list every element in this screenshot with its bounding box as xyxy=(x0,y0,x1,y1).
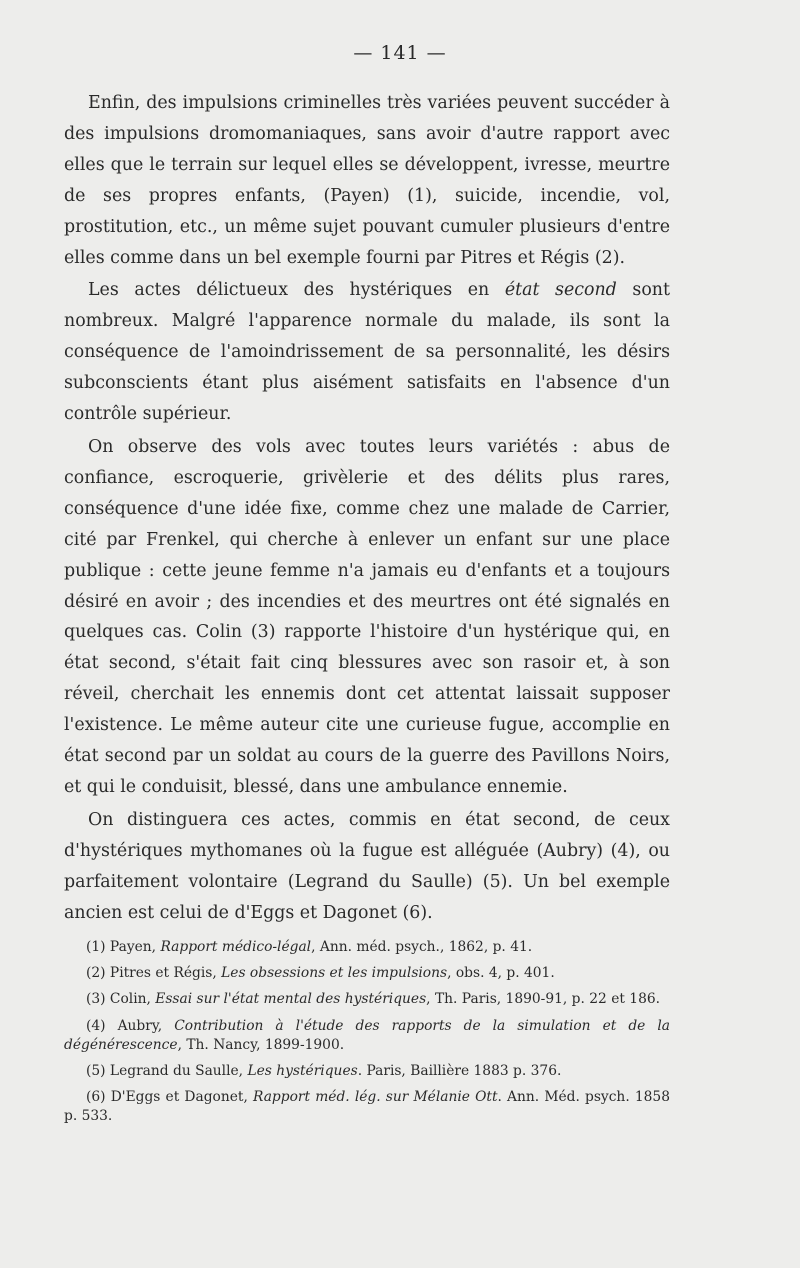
footnote-text: (4) Aubry, xyxy=(86,1017,175,1034)
footnote-text: (5) Legrand du Saulle, xyxy=(86,1063,248,1080)
footnote-title: Rapport médico-légal xyxy=(160,939,312,955)
paragraph-text: Les actes délictueux des hystériques en xyxy=(88,280,505,301)
footnote-text: , Ann. méd. psych., 1862, p. 41. xyxy=(311,939,533,955)
footnote-text: . Ann. Méd. psych. 1858 p. 533. xyxy=(64,1089,670,1125)
footnote xyxy=(64,1062,670,1081)
footnote-text: , Th. Paris, 1890-91, p. 22 et 186. xyxy=(426,991,661,1008)
footnote-text: (1) Payen, xyxy=(86,939,161,955)
footnote-title: Contribution à l'étude des rapports de la simulation et de la dégénérescence xyxy=(64,1017,670,1053)
footnote-title: Essai sur l'état mental des hystériques xyxy=(155,991,427,1008)
footnote-title: Les hystériques xyxy=(247,1063,358,1080)
footnotes xyxy=(64,938,670,1134)
footnote-text: , obs. 4, p. 401. xyxy=(447,965,555,982)
footnote-title: Les obsessions et les impulsions xyxy=(221,965,448,982)
paragraph xyxy=(64,275,670,430)
footnote-text: (2) Pitres et Régis, xyxy=(86,965,222,982)
paragraph-text-italic: état second xyxy=(504,280,617,301)
paragraph-text: Enfin, des impulsions criminelles très variées peuvent succéder à des impulsions dromomaniaques, sans avoir d'autre rapport avec elles que le terrain sur lequel elles se développent, ivresse, meurtre de ses propres enfants, (Payen) (1), suicide, incendie, vol, prostitution, etc., un même sujet pouvant cumuler plusieurs d'entre elles comme dans un bel exemple fourni par Pitres et Régis (2). xyxy=(64,93,670,268)
footnote xyxy=(64,1088,670,1126)
page-number: — 141 — xyxy=(353,42,447,64)
footnote xyxy=(64,1017,670,1055)
paragraph-text: sont nombreux. Malgré l'apparence normale du malade, ils sont la conséquence de l'amoindrissement de sa personnalité, les désirs subconscients étant plus aisément satisfaits en l'absence d'un contrôle supérieur. xyxy=(64,280,670,425)
paragraph xyxy=(64,432,670,803)
footnote-text: . Paris, Baillière 1883 p. 376. xyxy=(357,1063,562,1080)
footnote-title: Rapport méd. lég. sur Mélanie Ott xyxy=(253,1089,498,1106)
footnote-text: (3) Colin, xyxy=(86,991,156,1008)
body-text xyxy=(64,88,670,930)
paragraph-text: On distinguera ces actes, commis en état second, de ceux d'hystériques mythomanes où la fugue est alléguée (Aubry) (4), ou parfaitement volontaire (Legrand du Saulle) (5). Un bel exemple ancien est celui de d'Eggs et Dagonet (6). xyxy=(64,809,670,923)
footnote-text: (6) D'Eggs et Dagonet, xyxy=(86,1089,253,1106)
paragraph xyxy=(64,88,670,273)
footnote xyxy=(64,938,670,957)
footnote xyxy=(64,964,670,983)
footnote xyxy=(64,990,670,1009)
footnote-text: , Th. Nancy, 1899-1900. xyxy=(177,1036,345,1053)
paragraph-text: On observe des vols avec toutes leurs variétés : abus de confiance, escroquerie, grivèlerie et des délits plus rares, conséquence d'une idée fixe, comme chez une malade de Carrier, cité par Frenkel, qui cherche à enlever un enfant sur une place publique : cette jeune femme n'a jamais eu d'enfants et a toujours désiré en avoir ; des incendies et des meurtres ont été signalés en quelques cas. Colin (3) rapporte l'histoire d'un hystérique qui, en état second, s'était fait cinq blessures avec son rasoir et, à son réveil, cherchait les ennemis dont cet attentat laissait supposer l'existence. Le même auteur cite une curieuse fugue, accomplie en état second par un soldat au cours de la guerre des Pavillons Noirs, et qui le conduisit, blessé, dans une ambulance ennemie. xyxy=(64,436,670,797)
paragraph xyxy=(64,805,670,929)
